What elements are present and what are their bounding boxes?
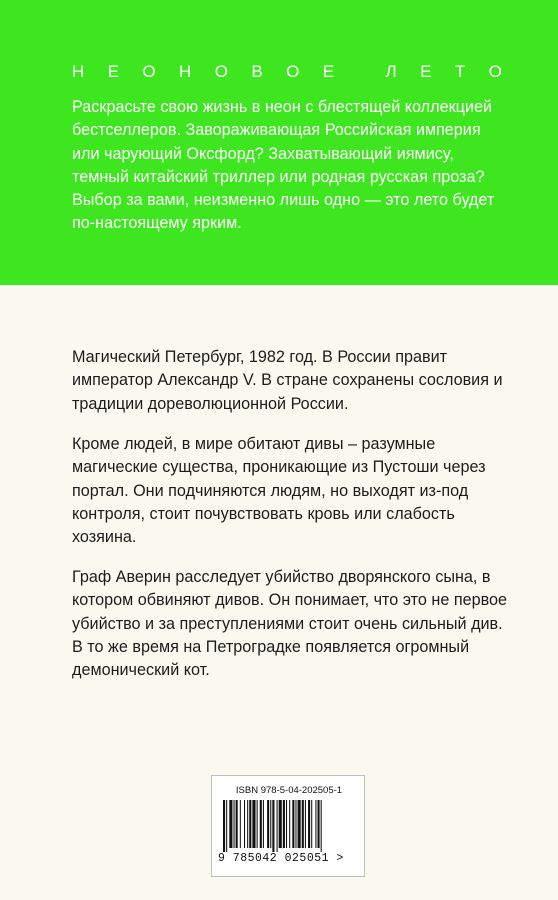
- barcode-icon: [221, 800, 357, 852]
- barcode-digits: 9 785042 025051 >: [218, 852, 344, 865]
- series-title-letter: Л: [385, 62, 397, 81]
- series-title-letter: О: [488, 62, 502, 81]
- series-title-letter: Н: [72, 62, 85, 81]
- series-title-letter: В: [251, 62, 263, 81]
- series-description: Раскрасьте свою жизнь в неон с блестящей коллекцией бестселлеров. Завораживающая Российская империя или чарующий Оксфорд? Захватывающий иямису, темный китайский триллер или родная русская проза? Выбор за вами, неизменно лишь одно — это лето будет по-настоящему ярким.: [72, 98, 495, 233]
- series-title-letter: О: [286, 62, 300, 81]
- series-title-letter: Е: [107, 62, 120, 81]
- blurb-paragraph-3: Граф Аверин расследует убийство дворянского сына, в котором обвиняют дивов. Он понимает, что это не первое убийство и за преступлениями стоит очень сильный див. В то же время на Петроградке появляется огромный демонический кот.: [72, 568, 508, 680]
- series-title-letter: Т: [454, 62, 466, 81]
- series-title-letter: [357, 62, 362, 82]
- series-title-letter: О: [214, 62, 228, 81]
- series-title-letter: Е: [420, 62, 432, 81]
- series-title-letter: Н: [179, 62, 192, 81]
- series-title: [72, 62, 502, 82]
- blurb-paragraph-2: Кроме людей, в мире обитают дивы – разумные магические существа, проникающие из Пустоши через портал. Они подчиняются людям, но выходят из-под контроля, стоит почувствовать кровь или слабость хозяина.: [72, 435, 486, 547]
- series-banner: [0, 0, 558, 285]
- series-title-letter: О: [142, 62, 156, 81]
- barcode-block: [211, 775, 365, 877]
- isbn-label: ISBN 978-5-04-202505-1: [235, 785, 343, 796]
- series-title-letter: Е: [322, 62, 335, 81]
- blurb-paragraph-1: Магический Петербург, 1982 год. В России правит император Александр V. В стране сохранены сословия и традиции дореволюционной России.: [72, 348, 503, 413]
